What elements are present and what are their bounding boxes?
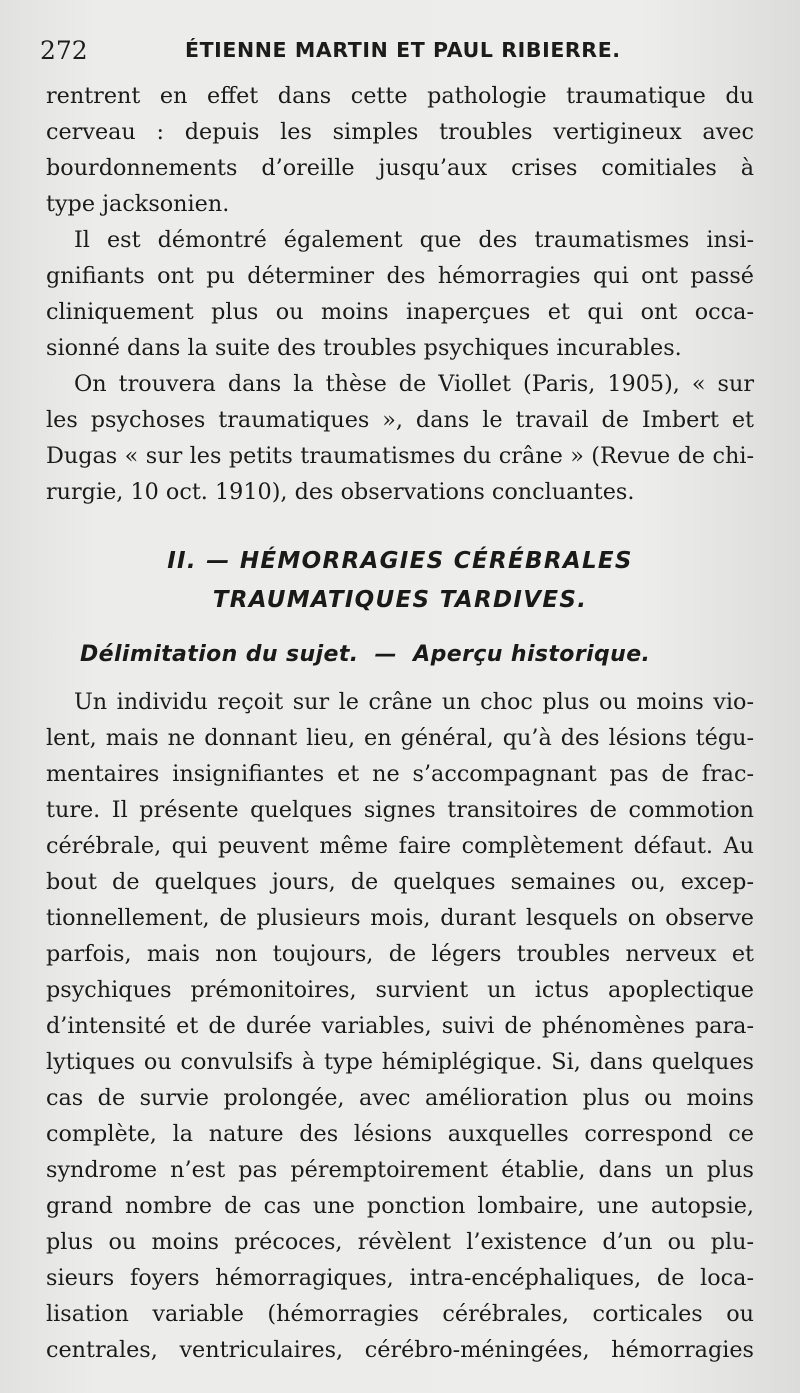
lower-body-text xyxy=(46,684,754,1368)
text-line: plus ou moins précoces, révèlent l’existence d’un ou plu- xyxy=(46,1229,754,1255)
text-line: Un individu reçoit sur le crâne un choc plus ou moins vio- xyxy=(74,689,754,715)
text-line: syndrome n’est pas péremptoirement établie, dans un plus xyxy=(46,1157,754,1183)
text-line: gnifiants ont pu déterminer des hémorragies qui ont passé xyxy=(46,263,754,289)
text-line: sionné dans la suite des troubles psychiques incurables. xyxy=(46,335,682,361)
text-line: lent, mais ne donnant lieu, en général, qu’à des lésions tégu- xyxy=(46,725,754,751)
text-line: lisation variable (hémorragies cérébrales, corticales ou xyxy=(46,1301,754,1327)
text-line: cas de survie prolongée, avec amélioration plus ou moins xyxy=(46,1085,754,1111)
text-line: type jacksonien. xyxy=(46,191,230,217)
text-line: ture. Il présente quelques signes transitoires de commotion xyxy=(46,797,754,823)
page-header xyxy=(40,32,760,66)
text-line: On trouvera dans la thèse de Viollet (Paris, 1905), « sur xyxy=(74,371,754,397)
text-line: lytiques ou convulsifs à type hémiplégique. Si, dans quelques xyxy=(46,1049,754,1075)
text-line: cérébrale, qui peuvent même faire complètement défaut. Au xyxy=(46,833,754,859)
text-line: mentaires insignifiantes et ne s’accompagnant pas de frac- xyxy=(46,761,754,787)
text-line: bout de quelques jours, de quelques semaines ou, excep- xyxy=(46,869,754,895)
text-line: d’intensité et de durée variables, suivi de phénomènes para- xyxy=(46,1013,754,1039)
section-subheading: Délimitation du sujet. — Aperçu historique. xyxy=(80,642,651,667)
text-line: cerveau : depuis les simples troubles vertigineux avec xyxy=(46,119,754,145)
text-line: rurgie, 10 oct. 1910), des observations concluantes. xyxy=(46,479,635,505)
upper-body-text xyxy=(46,78,754,510)
text-line: centrales, ventriculaires, cérébro-méningées, hémorragies xyxy=(46,1337,754,1363)
text-line: grand nombre de cas une ponction lombaire, une autopsie, xyxy=(46,1193,754,1219)
text-line: Dugas « sur les petits traumatismes du crâne » (Revue de chi- xyxy=(46,443,754,469)
text-line: parfois, mais non toujours, de légers troubles nerveux et xyxy=(46,941,754,967)
page-number: 272 xyxy=(40,36,88,65)
text-line: psychiques prémonitoires, survient un ictus apoplectique xyxy=(46,977,754,1003)
text-line: sieurs foyers hémorragiques, intra-encéphaliques, de loca- xyxy=(46,1265,754,1291)
section-title-line-2: TRAUMATIQUES TARDIVES. xyxy=(212,587,588,613)
text-line: les psychoses traumatiques », dans le travail de Imbert et xyxy=(46,407,754,433)
section-title-line-1: II. — HÉMORRAGIES CÉRÉBRALES xyxy=(167,548,633,574)
text-line: Il est démontré également que des traumatismes insi- xyxy=(74,227,754,253)
text-line: rentrent en effet dans cette pathologie traumatique du xyxy=(46,83,754,109)
text-line: cliniquement plus ou moins inaperçues et qui ont occa- xyxy=(46,299,754,325)
text-line: complète, la nature des lésions auxquelles correspond ce xyxy=(46,1121,754,1147)
running-head: ÉTIENNE MARTIN ET PAUL RIBIERRE. xyxy=(185,38,621,62)
text-line: tionnellement, de plusieurs mois, durant lesquels on observe xyxy=(46,905,754,931)
text-line: bourdonnements d’oreille jusqu’aux crises comitiales à xyxy=(46,155,754,181)
